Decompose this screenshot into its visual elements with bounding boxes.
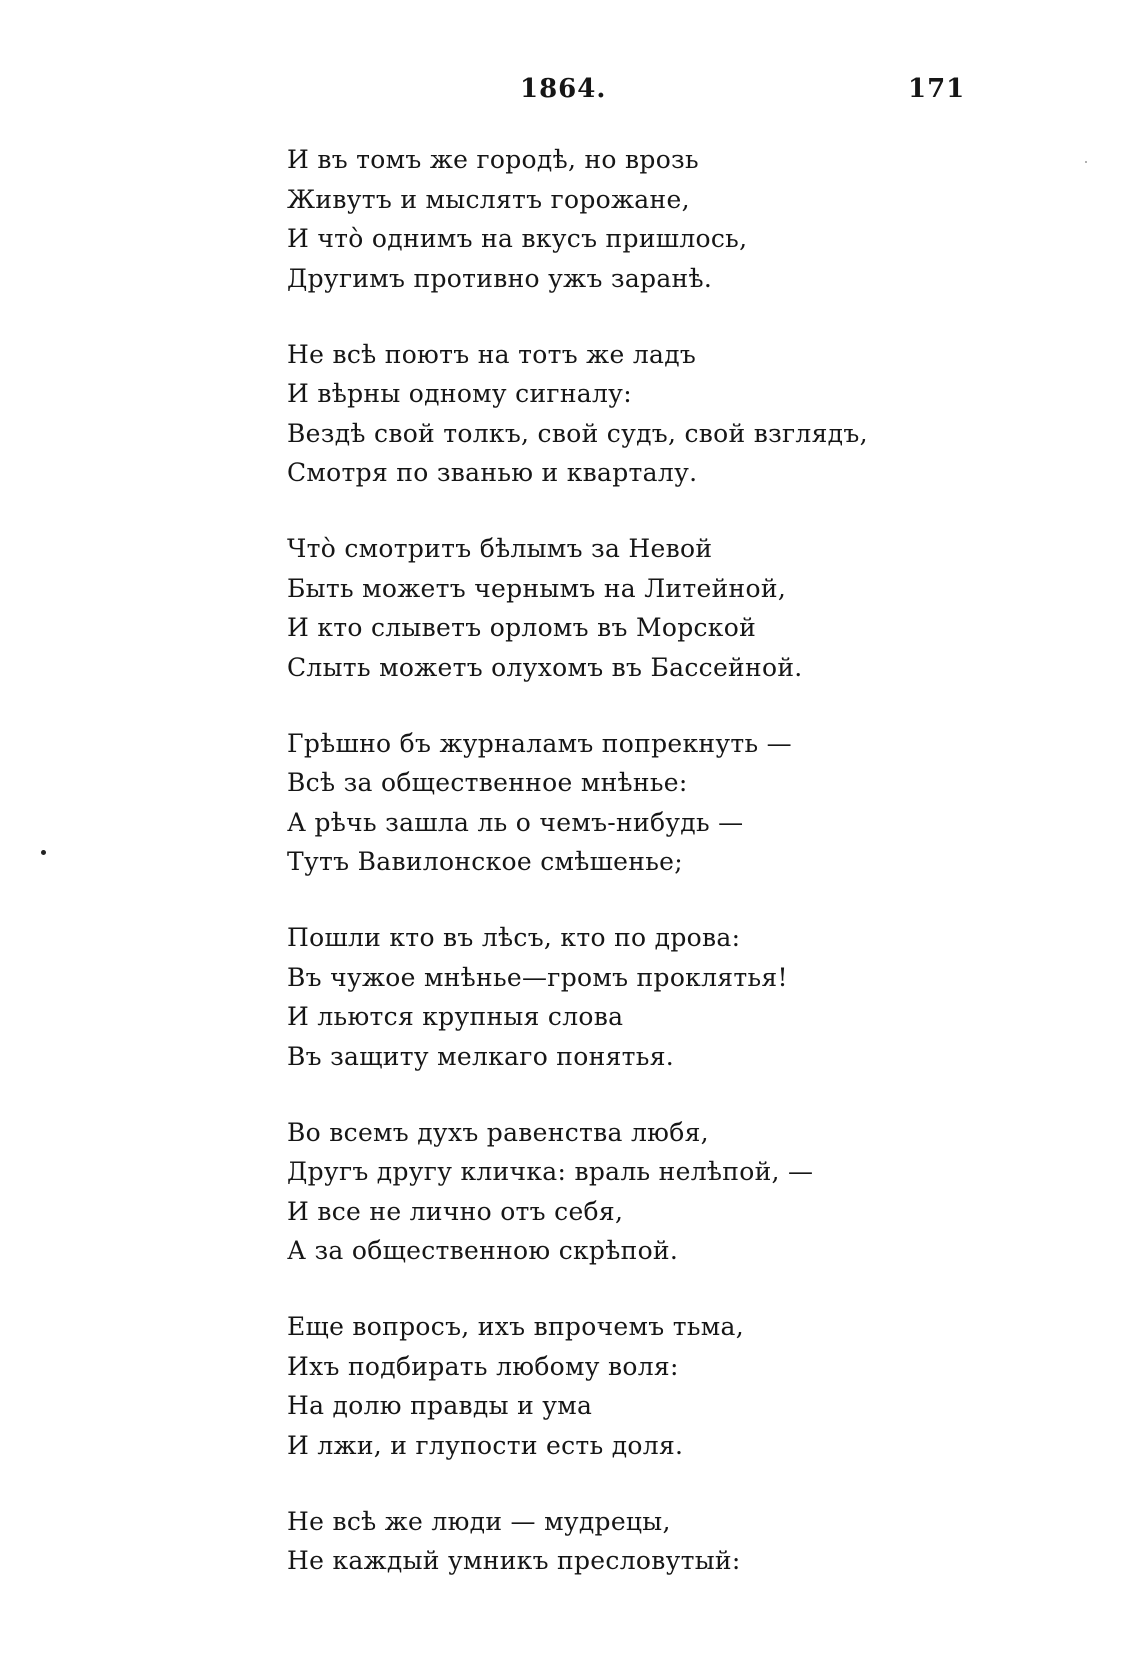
poem-line: Другимъ противно ужъ заранѣ. [287, 263, 713, 293]
page-year: 1864. [520, 74, 607, 104]
stanza-2 [287, 335, 1087, 493]
poem-line: Вездѣ свой толкъ, свой судъ, свой взглядъ, [287, 418, 868, 448]
poem-line: Еще вопросъ, ихъ впрочемъ тьма, [287, 1312, 744, 1341]
ink-speck [41, 850, 46, 855]
poem-line: И льются крупныя слова [287, 1002, 624, 1031]
poem-line: И все не лично отъ себя, [287, 1196, 624, 1226]
poem-line: Не каждый умникъ пресловутый: [287, 1546, 741, 1575]
poem-line: Пошли кто въ лѣсъ, кто по дрова: [287, 923, 741, 952]
poem-line: Всѣ за общественное мнѣнье: [287, 768, 688, 797]
stanza-6 [287, 1113, 1087, 1271]
poem-line: Въ защиту мелкаго понятья. [287, 1041, 675, 1071]
poem-line: Ихъ подбирать любому воля: [287, 1351, 679, 1381]
poem-line: Что̀ смотритъ бѣлымъ за Невой [287, 534, 713, 563]
poem-line: И вѣрны одному сигналу: [287, 379, 632, 408]
poem-line: И кто слыветъ орломъ въ Морской [287, 613, 757, 642]
stanza-8 [287, 1502, 1087, 1581]
stanza-4 [287, 724, 1087, 882]
poem-line: И лжи, и глупости есть доля. [287, 1430, 684, 1460]
poem-line: Слыть можетъ олухомъ въ Бассейной. [287, 652, 803, 682]
stanza-3 [287, 529, 1087, 687]
poem-line: Быть можетъ чернымъ на Литейной, [287, 573, 787, 603]
ink-speck [1085, 161, 1087, 163]
poem-line: А рѣчь зашла ль о чемъ-нибудь — [287, 807, 744, 837]
page-number: 171 [908, 74, 966, 104]
poem-line: Не всѣ поютъ на тотъ же ладъ [287, 339, 697, 369]
poem-line: И въ томъ же городѣ, но врозь [287, 145, 699, 174]
poem-line: Живутъ и мыслятъ горожане, [287, 184, 690, 214]
poem-line: Грѣшно бъ журналамъ попрекнуть — [287, 728, 792, 758]
poem-line: Тутъ Вавилонское смѣшенье; [287, 847, 683, 876]
poem-line: Смотря по званью и кварталу. [287, 458, 698, 487]
page-header [0, 74, 1140, 114]
poem-line: Другъ другу кличка: враль нелѣпой, — [287, 1157, 814, 1186]
poem-line: На долю правды и ума [287, 1391, 593, 1420]
stanza-5 [287, 918, 1087, 1076]
poem-line: Въ чужое мнѣнье—громъ проклятья! [287, 962, 788, 992]
stanza-7 [287, 1307, 1087, 1465]
poem-line: Во всемъ духъ равенства любя, [287, 1117, 709, 1147]
poem-line: Не всѣ же люди — мудрецы, [287, 1506, 671, 1536]
poem-line: И что̀ однимъ на вкусъ пришлось, [287, 224, 748, 253]
stanza-1 [287, 140, 1087, 298]
poem-line: А за общественною скрѣпой. [287, 1236, 679, 1265]
poem-text [287, 140, 1087, 1617]
